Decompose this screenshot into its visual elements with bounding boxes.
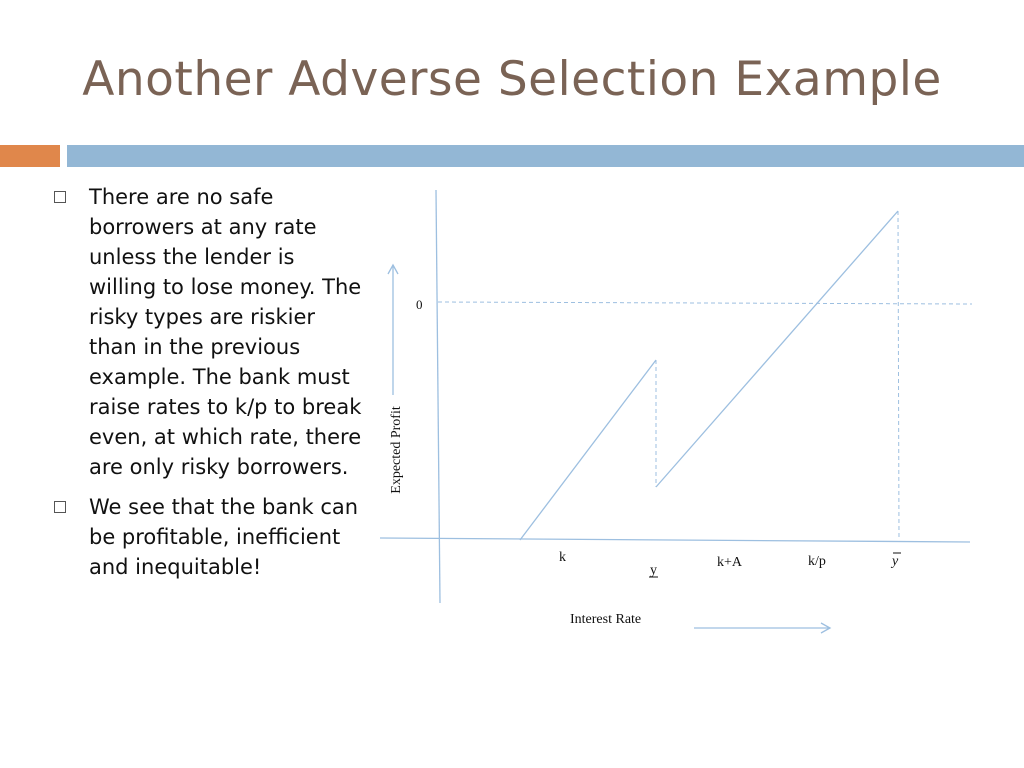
bullet-text: We see that the bank can be profitable, inefficient and inequitable! <box>89 495 359 579</box>
tick-label-k: k <box>559 550 566 565</box>
y-bar-dashed-line <box>898 211 899 540</box>
tick-label-k-plus-a: k+A <box>717 555 743 570</box>
slide-title: Another Adverse Selection Example <box>82 52 942 107</box>
bullet-text: There are no safe borrowers at any rate unless the lender is willing to lose money. The risky types are riskier than in the previous example. The bank must raise rates to k/p to break even, at which rate, there are only risky borrowers. <box>89 185 362 479</box>
tick-label-y-bar: y <box>892 554 899 569</box>
tick-label-y: y <box>650 563 657 578</box>
y-axis <box>436 190 440 603</box>
zero-profit-line <box>438 302 972 304</box>
profit-segment-1 <box>520 360 656 540</box>
profit-segment-2 <box>656 211 898 487</box>
zero-label: 0 <box>416 297 423 312</box>
x-axis <box>380 538 970 542</box>
tick-label-k-over-p: k/p <box>808 554 826 569</box>
x-axis-label: Interest Rate <box>570 612 642 627</box>
y-axis-label: Expected Profit <box>389 406 404 494</box>
